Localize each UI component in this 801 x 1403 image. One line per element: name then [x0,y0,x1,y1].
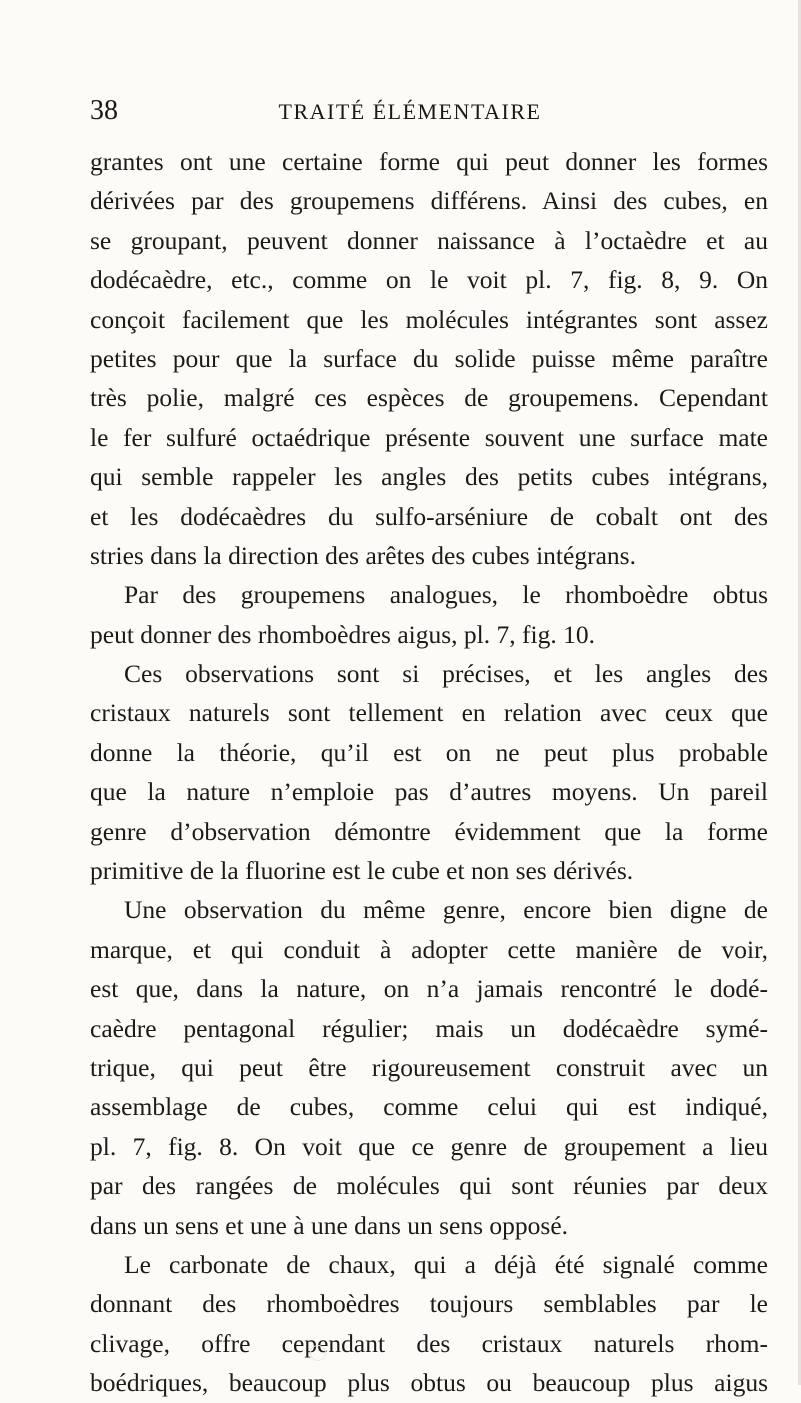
text-line: stries dans la direction des arêtes des cubes intégrans. [90,540,636,570]
text-line: Ces observations sont si précises, et les angles des [124,659,768,689]
text-line: trique, qui peut être rigoureusement construit avec un [90,1052,768,1082]
text-line: est que, dans la nature, on n’a jamais rencontré le dodé- [90,974,768,1004]
text-line: dérivées par des groupemens différens. Ainsi des cubes, en [90,186,768,216]
text-line: et les dodécaèdres du sulfo-arséniure de cobalt ont des [90,501,768,531]
text-line: peut donner des rhomboèdres aigus, pl. 7, fig. 10. [90,619,595,649]
text-line: primitive de la fluorine est le cube et non ses dérivés. [90,856,634,886]
running-title: TRAITÉ ÉLÉMENTAIRE [278,99,542,124]
text-line: dodécaèdre, etc., comme on le voit pl. 7, fig. 8, 9. On [90,265,768,295]
text-line: Le carbonate de chaux, qui a déjà été signalé comme [124,1249,768,1279]
text-line: très polie, malgré ces espèces de groupemens. Cependant [90,383,768,413]
text-line: se groupant, peuvent donner naissance à l’octaèdre et au [90,225,768,255]
text-line: cristaux naturels sont tellement en relation avec ceux que [90,698,768,728]
page-header [90,94,730,128]
text-line: Une observation du même genre, encore bien digne de [124,895,768,925]
text-line: donnant des rhomboèdres toujours semblables par le [90,1289,768,1319]
text-line: par des rangées de molécules qui sont réunies par deux [90,1171,768,1201]
text-line: que la nature n’emploie pas d’autres moyens. Un pareil [90,777,768,807]
paper-speck [310,1345,326,1361]
text-line: pl. 7, fig. 8. On voit que ce genre de groupement a lieu [90,1131,768,1161]
text-line: dans un sens et une à une dans un sens opposé. [90,1210,569,1240]
text-line: boédriques, beaucoup plus obtus ou beaucoup plus aigus [90,1368,768,1398]
text-line: qui semble rappeler les angles des petits cubes intégrans, [90,462,768,492]
text-line: marque, et qui conduit à adopter cette manière de voir, [90,934,768,964]
text-line: assemblage de cubes, comme celui qui est indiqué, [90,1092,768,1122]
text-line: le fer sulfuré octaédrique présente souvent une surface mate [90,422,768,452]
text-line: caèdre pentagonal régulier; mais un dodécaèdre symé- [90,1013,768,1043]
text-line: Par des groupemens analogues, le rhomboèdre obtus [124,580,768,610]
text-line: clivage, offre cependant des cristaux naturels rhom- [90,1328,768,1358]
text-line: genre d’observation démontre évidemment que la forme [90,816,768,846]
text-line: conçoit facilement que les molécules intégrantes sont assez [90,304,768,334]
text-line: grantes ont une certaine forme qui peut donner les formes [90,147,768,176]
text-line: donne la théorie, qu’il est on ne peut plus probable [90,737,768,767]
text-line: petites pour que la surface du solide puisse même paraître [90,343,768,373]
page-number: 38 [90,95,118,126]
body-text [90,142,768,1403]
